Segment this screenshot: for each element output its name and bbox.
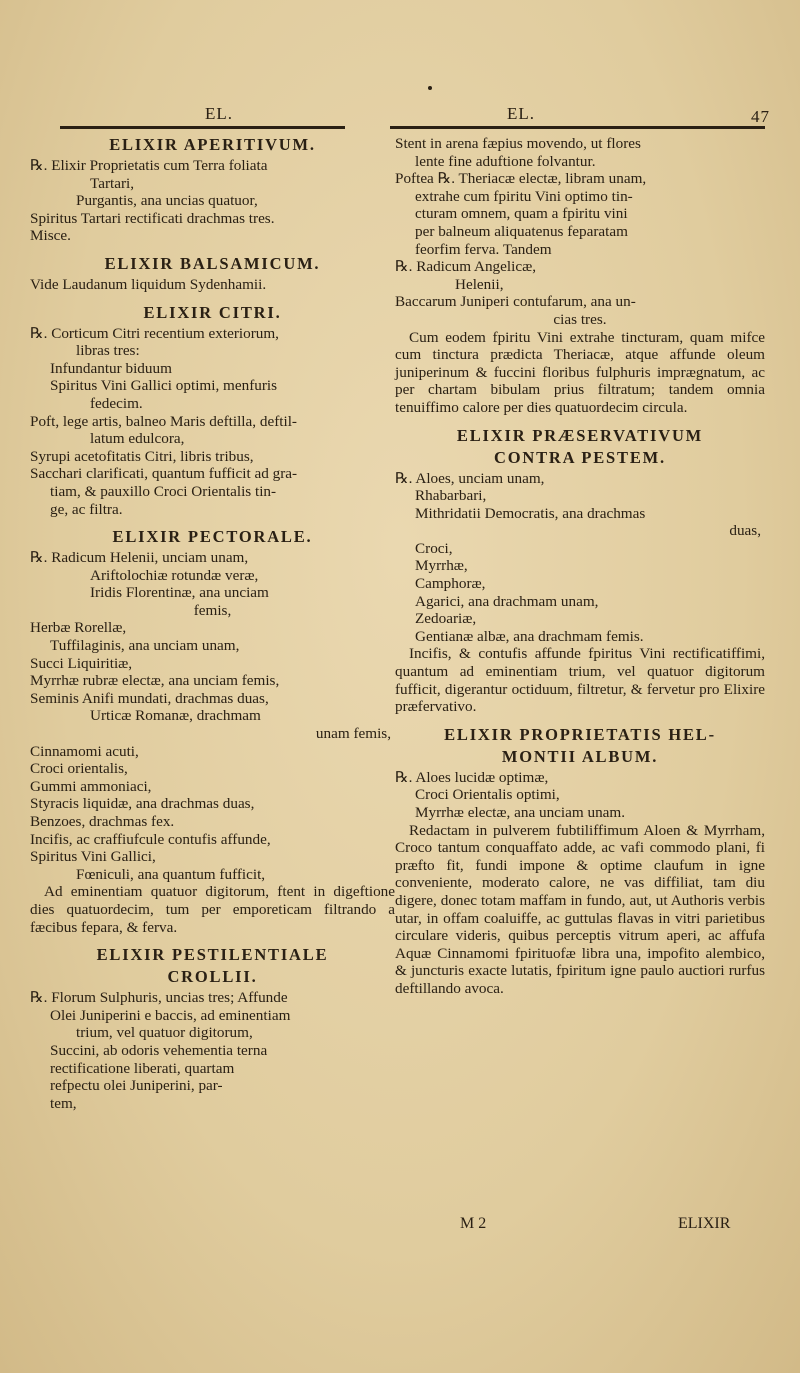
- section-heading: ELIXIR PRÆSERVATIVUM: [456, 425, 704, 445]
- text-line: Ariftolochiæ rotundæ veræ,: [90, 566, 259, 584]
- text-line: rectificatione liberati, quartam: [50, 1059, 235, 1077]
- right-column: [395, 135, 765, 998]
- section-heading: ELIXIR PROPRIETATIS HEL-: [444, 724, 716, 744]
- section-heading: ELIXIR APERITIVUM.: [109, 135, 316, 154]
- text-line: Spiritus Tartari rectificati drachmas tres.: [30, 209, 275, 227]
- text-line: Benzoes, drachmas fex.: [30, 813, 175, 830]
- text-line: Zedoariæ,: [415, 610, 477, 628]
- text-line: Misce.: [30, 227, 71, 245]
- page-number: 47: [751, 107, 770, 126]
- text-line: ℞. Radicum Helenii, unciam unam,: [30, 549, 249, 567]
- text-line: Cinnamomi acuti,: [30, 742, 139, 760]
- text-line: ℞. Elixir Proprietatis cum Terra foliata: [30, 157, 268, 174]
- right-running-head: EL.: [507, 104, 536, 123]
- text-line: Succi Liquiritiæ,: [30, 654, 133, 672]
- text-line: Myrrhæ,: [415, 557, 468, 575]
- text-line: ge, ac filtra.: [50, 500, 123, 518]
- text-line: Gummi ammoniaci,: [30, 777, 152, 795]
- text-line: Rhabarbari,: [415, 487, 487, 505]
- text-line: Olei Juniperini e baccis, ad eminentiam: [50, 1006, 291, 1024]
- text-line: per balneum aliquatenus feparatam: [415, 222, 628, 240]
- text-line: Poft, lege artis, balneo Maris deftilla, deftil-: [30, 412, 297, 430]
- text-line: Camphoræ,: [415, 575, 486, 593]
- text-line: femis,: [193, 601, 232, 619]
- text-line: Purgantis, ana uncias quatuor,: [76, 192, 258, 210]
- text-line: Infundantur biduum: [50, 359, 172, 377]
- text-line: Incifis, ac craffiufcule contufis affunde,: [30, 830, 271, 848]
- catchword: ELIXIR: [678, 1215, 731, 1232]
- text-line: ℞. Aloes, unciam unam,: [395, 469, 545, 487]
- text-line: Succini, ab odoris vehementia terna: [50, 1041, 268, 1059]
- text-line: Urticæ Romanæ, drachmam: [90, 707, 261, 725]
- text-line: latum edulcora,: [90, 430, 185, 448]
- text-line: Croci,: [415, 539, 453, 557]
- text-line: Ad eminentiam quatuor digitorum, ftent in digeftione dies quatuordecim, tum per emporeticam filtrando a fæcibus fepara, & ferva.: [30, 883, 395, 936]
- section-heading: ELIXIR CITRI.: [143, 302, 282, 322]
- section-heading: MONTII ALBUM.: [501, 746, 659, 766]
- text-line: Seminis Anifi mundati, drachmas duas,: [30, 689, 269, 707]
- text-line: Myrrhæ electæ, ana unciam unam.: [415, 804, 626, 821]
- left-column: [30, 135, 395, 1112]
- text-line: tiam, & pauxillo Croci Orientalis tin-: [50, 482, 277, 500]
- text-line: ℞. Aloes lucidæ optimæ,: [395, 768, 549, 786]
- text-line: cturam omnem, quam a fpiritu vini: [415, 205, 628, 223]
- text-line: Baccarum Juniperi contufarum, ana un-: [395, 293, 636, 311]
- text-line: Croci Orientalis optimi,: [415, 786, 560, 804]
- spacer: [30, 245, 395, 254]
- section-heading: ELIXIR PECTORALE.: [112, 527, 313, 547]
- text-line: Herbæ Rorellæ,: [30, 619, 127, 637]
- signature-mark: M 2: [460, 1215, 487, 1232]
- text-line: refpectu olei Juniperini, par-: [50, 1077, 223, 1095]
- spacer: [30, 936, 395, 945]
- text-line: tem,: [50, 1094, 77, 1112]
- text-line: fedecim.: [90, 394, 143, 412]
- text-line: libras tres:: [76, 342, 140, 360]
- text-line: Agarici, ana drachmam unam,: [415, 592, 599, 610]
- text-line: cias tres.: [553, 310, 607, 328]
- spacer: [395, 716, 765, 725]
- section-heading: ELIXIR BALSAMICUM.: [104, 253, 321, 273]
- text-line: Redactam in pulverem fubtiliffimum Aloen & Myrrham, Croco tantum conquaffato adde, ac vafi commodo plani, fi præfto fit, fundi impone & optime claufum in igne conveniente, moderato calore, ne vas diffiliat, tam diu digere, donec totam maffam in fundo, aut, ut Authoris verbis utar, in offam coaluiffe, ac guttulas flavas in vitri parietibus circulare videris, quibus perceptis vitrum aperi, ac affufa Aquæ Cinnamomi fpirituofæ libra una, impofito alembico, & juncturis exacte lutatis, fpiritum igne paulo auctiori rurfus deftillando avoca.: [395, 821, 765, 997]
- section-heading: CONTRA PESTEM.: [494, 447, 666, 467]
- text-line: Incifis, & contufis affunde fpiritus Vini rectificatiffimi, quantum ad eminentiam trium, vel quatuor digitorum fufficit, digerantur octiduum, filtretur, & fervetur pro Elixire præfervativo.: [395, 645, 765, 716]
- text-line: Vide Laudanum liquidum Sydenhamii.: [30, 275, 267, 293]
- text-line: extrahe cum fpiritu Vini optimo tin-: [415, 187, 633, 205]
- text-line: trium, vel quatuor digitorum,: [76, 1024, 253, 1042]
- header-rule-right: [390, 126, 765, 129]
- text-line: Myrrhæ rubræ electæ, ana unciam femis,: [30, 672, 280, 690]
- ink-speck: [428, 86, 432, 90]
- text-line: Croci orientalis,: [30, 760, 128, 778]
- spacer: [30, 294, 395, 303]
- text-line: Cum eodem fpiritu Vini extrahe tincturam, quam mifce cum tinctura prædicta Theriacæ, atque affunde oleum juniperinum & fuccini floribus fulphuris imprægnatum, ac per chartam bibulam prius filtratum; tandem omnia tenuiffimo calore per dies quatuordecim circula.: [395, 328, 765, 416]
- text-line: ℞. Corticum Citri recentium exteriorum,: [30, 324, 279, 342]
- text-line: Spiritus Vini Gallici optimi, menfuris: [50, 377, 278, 395]
- text-line: Poftea ℞. Theriacæ electæ, libram unam,: [395, 170, 647, 188]
- text-line: duas,: [729, 522, 761, 540]
- section-heading: CROLLII.: [167, 967, 258, 987]
- left-running-head: EL.: [205, 104, 234, 123]
- text-line: Stent in arena fæpius movendo, ut flores: [395, 135, 641, 152]
- text-line: Tuffilaginis, ana unciam unam,: [50, 637, 240, 655]
- text-line: Sacchari clarificati, quantum fufficit ad gra-: [30, 465, 298, 483]
- spacer: [30, 518, 395, 527]
- section-heading: ELIXIR PESTILENTIALE: [96, 945, 329, 965]
- text-line: Styracis liquidæ, ana drachmas duas,: [30, 795, 255, 813]
- text-line: Spiritus Vini Gallici,: [30, 848, 156, 866]
- text-line: Mithridatii Democratis, ana drachmas: [415, 504, 646, 522]
- text-line: feorfim ferva. Tandem: [415, 240, 552, 258]
- text-line: unam femis,: [315, 725, 391, 743]
- text-line: Helenii,: [455, 275, 504, 293]
- text-line: Tartari,: [90, 174, 135, 192]
- text-line: Syrupi acetofitatis Citri, libris tribus,: [30, 447, 254, 465]
- text-line: lente fine aduftione folvantur.: [415, 152, 596, 170]
- text-line: ℞. Florum Sulphuris, uncias tres; Affunde: [30, 989, 288, 1007]
- spacer: [395, 417, 765, 426]
- text-line: Gentianæ albæ, ana drachmam femis.: [415, 627, 644, 645]
- text-line: ℞. Radicum Angelicæ,: [395, 258, 537, 276]
- header-rule-left: [60, 126, 345, 129]
- text-line: Iridis Florentinæ, ana unciam: [90, 584, 269, 602]
- text-line: Fœniculi, ana quantum fufficit,: [76, 865, 266, 883]
